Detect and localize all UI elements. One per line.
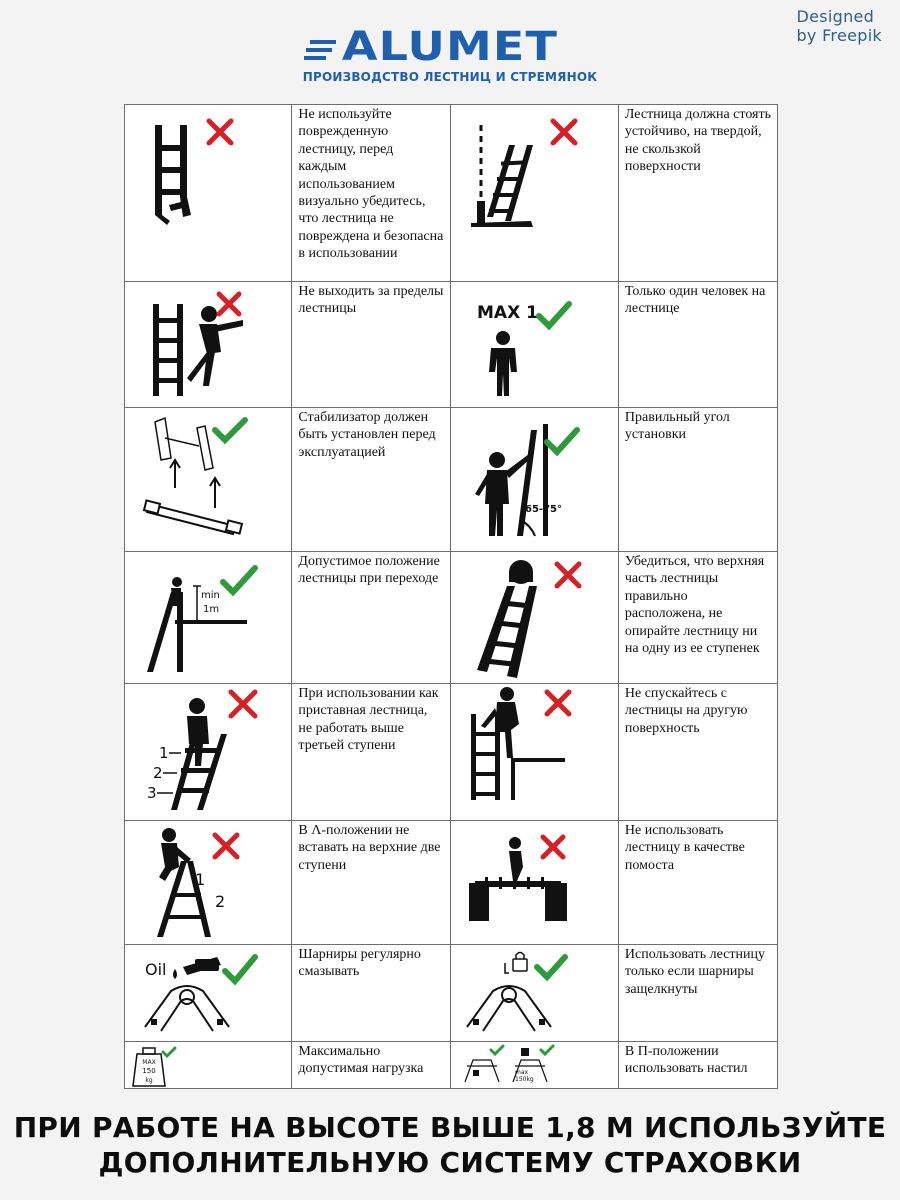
- pictogram-cell: [125, 105, 292, 282]
- table-row: [125, 552, 778, 684]
- instruction-cell: [618, 1042, 777, 1089]
- max-load-label-1: MAX: [142, 1059, 156, 1066]
- platform-icon: [451, 1042, 611, 1088]
- step-off-icon: [451, 684, 611, 820]
- table-row: [125, 684, 778, 821]
- max-load-label-3: kg: [145, 1077, 153, 1084]
- damaged-ladder-icon: [125, 105, 285, 281]
- instruction-text: Стабилизатор должен быть установлен перед эксплуатацией: [298, 410, 436, 460]
- instruction-cell: [292, 1042, 451, 1089]
- overreach-icon: [125, 282, 285, 407]
- pictogram-cell: [451, 684, 618, 821]
- instruction-text: Не используйте поврежденную лестницу, перед каждым использованием визуально убедитесь, что лестница не повреждена и безопасна в использовании: [298, 107, 444, 262]
- table-row: [125, 1042, 778, 1089]
- instruction-cell: [618, 408, 777, 552]
- instruction-cell: [292, 684, 451, 821]
- transition-icon: [125, 552, 285, 683]
- instruction-cell: [618, 282, 777, 408]
- instruction-text: Убедиться, что верхняя часть лестницы правильно расположена, не опирайте лестницу ни на одну из ее ступенек: [624, 554, 765, 657]
- min-label: min: [201, 590, 220, 601]
- table-row: [125, 821, 778, 945]
- pictogram-cell: [451, 945, 618, 1042]
- angle-icon: [451, 408, 611, 551]
- instruction-cell: [618, 684, 777, 821]
- pictogram-cell: [125, 408, 292, 552]
- instruction-text: Лестница должна стоять устойчиво, на твердой, не скользкой поверхности: [624, 107, 772, 175]
- instruction-cell: [618, 105, 777, 282]
- top-step-label-1: 1: [195, 870, 206, 889]
- pictogram-cell: [451, 105, 618, 282]
- platform-load-label-2: 150kg: [515, 1076, 535, 1083]
- pictogram-cell: [125, 821, 292, 945]
- instruction-text: Только один человек на лестнице: [624, 284, 766, 317]
- height-safety-warning: [0, 1110, 900, 1180]
- credit-line-2: by Freepik: [796, 26, 882, 45]
- instruction-text: Правильный угол установки: [624, 410, 730, 443]
- instruction-cell: [292, 408, 451, 552]
- max-load-label-2: 150: [142, 1067, 156, 1075]
- max-one-person-icon: [451, 282, 611, 407]
- pictogram-cell: [125, 684, 292, 821]
- step-label-2: 2: [153, 764, 163, 782]
- instruction-text: Максимально допустимая нагрузка: [298, 1044, 424, 1077]
- instruction-cell: [292, 552, 451, 684]
- third-step-icon: [125, 684, 285, 820]
- slipping-ladder-icon: [451, 105, 611, 281]
- pictogram-cell: [451, 408, 618, 552]
- instruction-text: Допустимое положение лестницы при переходе: [298, 554, 440, 587]
- pictogram-cell: [451, 282, 618, 408]
- locked-hinge-icon: [451, 945, 611, 1041]
- pictogram-cell: [125, 1042, 292, 1089]
- oil-label: Oil: [145, 960, 167, 979]
- pictogram-cell: [451, 552, 618, 684]
- instruction-cell: [618, 821, 777, 945]
- stabilizer-icon: [125, 408, 285, 551]
- a-frame-icon: [125, 821, 285, 944]
- instruction-text: Использовать лестницу только если шарниры защелкнуты: [624, 947, 765, 997]
- warning-line-2: ДОПОЛНИТЕЛЬНУЮ СИСТЕМУ СТРАХОВКИ: [98, 1146, 802, 1179]
- instruction-text: В Λ-положении не вставать на верхние две ступени: [298, 823, 441, 873]
- top-support-icon: [451, 552, 611, 683]
- brand-name: ALUMET: [341, 24, 559, 70]
- table-row: [125, 105, 778, 282]
- table-row: [125, 945, 778, 1042]
- pictogram-cell: [125, 945, 292, 1042]
- credit-line-1: Designed: [796, 7, 875, 26]
- brand-logo: [300, 24, 600, 90]
- instruction-cell: [618, 552, 777, 684]
- instruction-cell: [292, 945, 451, 1042]
- step-label-3: 3: [147, 784, 157, 802]
- max-load-icon: [125, 1042, 285, 1088]
- instruction-text: Не спускайтесь с лестницы на другую поверхность: [624, 686, 748, 736]
- platform-load-label-1: max: [515, 1069, 529, 1076]
- pictogram-cell: [125, 282, 292, 408]
- max-person-label: MAX 1: [477, 303, 539, 323]
- instruction-text: Не выходить за пределы лестницы: [298, 284, 444, 317]
- instruction-text: При использовании как приставная лестница, не работать выше третьей ступени: [298, 686, 439, 754]
- instruction-cell: [292, 282, 451, 408]
- instruction-text: Шарниры регулярно смазывать: [298, 947, 421, 980]
- safety-instructions-table: [124, 104, 778, 1089]
- pictogram-cell: [451, 1042, 618, 1089]
- table-row: [125, 282, 778, 408]
- instruction-cell: [618, 945, 777, 1042]
- instruction-text: В П-положении использовать настил: [624, 1044, 748, 1077]
- instruction-cell: [292, 105, 451, 282]
- instruction-text: Не использовать лестницу в качестве помоста: [624, 823, 745, 873]
- warning-line-1: ПРИ РАБОТЕ НА ВЫСОТЕ ВЫШЕ 1,8 М ИСПОЛЬЗУЙТЕ: [13, 1111, 887, 1144]
- instruction-cell: [292, 821, 451, 945]
- pictogram-cell: [125, 552, 292, 684]
- angle-label: 65-75°: [525, 504, 563, 515]
- height-label: 1m: [203, 604, 220, 615]
- step-label-1: 1: [159, 744, 169, 762]
- pictogram-cell: [451, 821, 618, 945]
- designer-credit: [796, 7, 882, 45]
- oil-hinge-icon: [125, 945, 285, 1041]
- top-step-label-2: 2: [215, 892, 226, 911]
- table-row: [125, 408, 778, 552]
- bridge-icon: [451, 821, 611, 944]
- brand-tagline: ПРОИЗВОДСТВО ЛЕСТНИЦ И СТРЕМЯНОК: [302, 70, 598, 84]
